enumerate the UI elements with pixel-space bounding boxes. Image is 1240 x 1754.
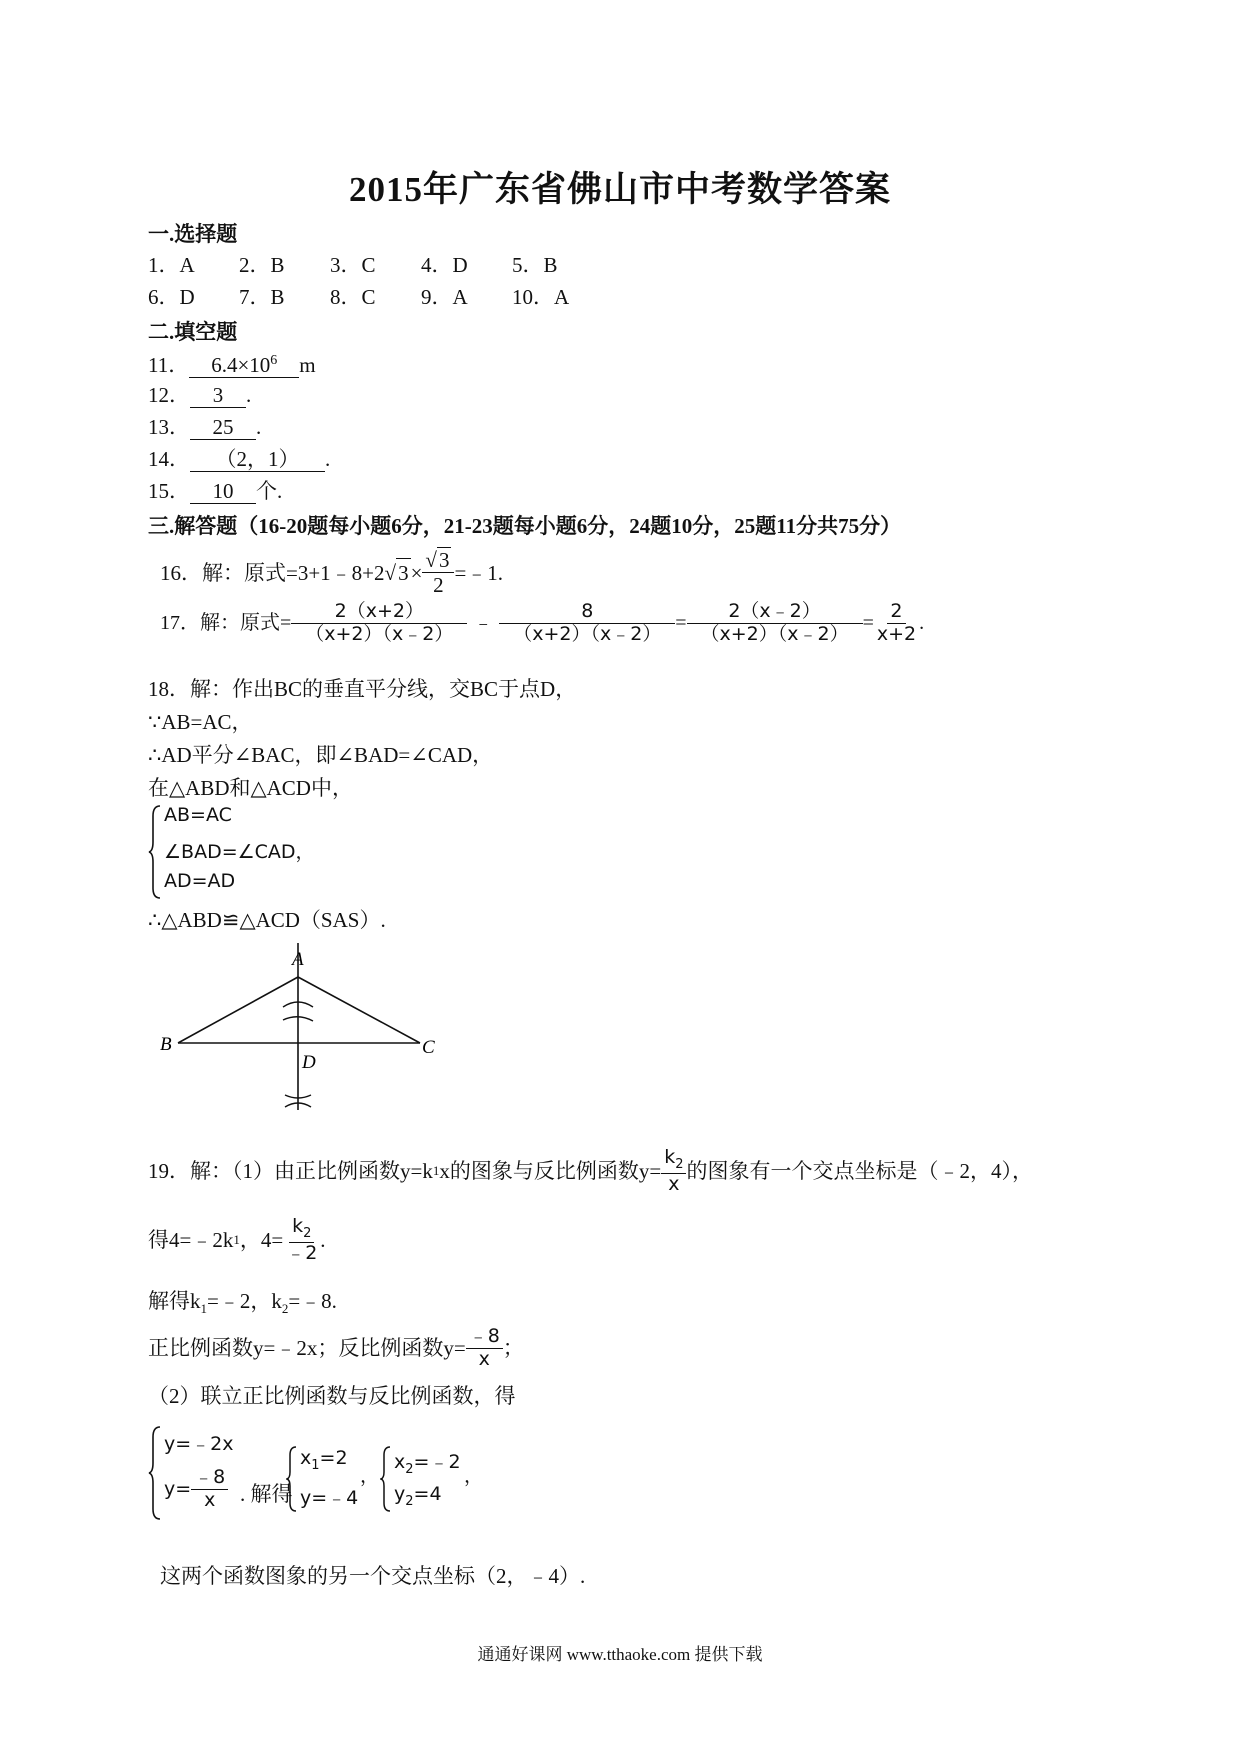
q19-comma: ， (464, 1465, 484, 1487)
q19-text: 解得k (148, 1289, 201, 1313)
q19-numerator: ﹣8 (466, 1326, 503, 1349)
q19-subscript: 1 (200, 1301, 207, 1317)
fill-answer-blank: 3 (190, 383, 246, 408)
q19-system-line-1: y=﹣2x (164, 1433, 234, 1455)
q19-text: 19．解：（1）由正比例函数y=k (148, 1159, 433, 1184)
fill-answer-exponent: 6 (270, 353, 278, 368)
q19-system-line-2 (164, 1467, 228, 1512)
q19-k: k (292, 1215, 304, 1237)
q19-subscript: 2 (405, 1461, 414, 1477)
q18-equation-system (148, 804, 368, 900)
fill-number: 14． (148, 447, 190, 471)
q17-fraction-3 (687, 601, 863, 646)
q19-text: =﹣8. (288, 1289, 337, 1313)
fill-tail: 个. (256, 479, 283, 503)
q19-text: =﹣2，k (207, 1289, 282, 1313)
section-choice-heading: 一.选择题 (148, 222, 238, 246)
q19-subscript: 2 (303, 1225, 312, 1241)
fill-answer-12 (148, 381, 251, 409)
choice-answer: 10．A (512, 285, 570, 309)
choice-answer: 1．A (148, 253, 195, 277)
q19-text: =4 (413, 1483, 442, 1505)
choice-answer: 9．A (421, 285, 468, 309)
point-label-c: C (422, 1037, 435, 1058)
q19-line-4 (148, 1326, 524, 1371)
sqrt-symbol: √ (425, 548, 437, 572)
q18-line-3: ∴AD平分∠BAC，即∠BAD=∠CAD， (148, 743, 494, 767)
fill-answer-blank: （2，1） (190, 447, 325, 472)
q17-f3-denominator: （x+2）（x﹣2） (700, 622, 849, 645)
q19-k: k (664, 1146, 676, 1168)
q16-fraction-denominator: 2 (433, 573, 444, 598)
q19-solution-1-y: y=﹣4 (300, 1487, 359, 1509)
q19-comma: ， (360, 1465, 380, 1487)
point-label-d: D (302, 1052, 316, 1073)
q19-subscript: 2 (405, 1493, 414, 1509)
question-16 (160, 548, 503, 597)
choice-answer: 5．B (512, 253, 558, 277)
fill-answer-value: 6.4×10 (211, 353, 271, 377)
choice-row-2 (148, 283, 603, 311)
q19-subscript: 1 (311, 1457, 320, 1473)
q19-fraction-k2-over-neg2 (283, 1216, 320, 1265)
q18-line-5: ∴△ABD≌△ACD（SAS）. (148, 908, 386, 932)
fill-answer-11 (148, 349, 316, 379)
section-solve-heading: 三.解答题（16-20题每小题6分，21-23题每小题6分，24题10分，25题11分共75分） (148, 514, 902, 538)
q18-system-line-2: ∠BAD=∠CAD， (164, 841, 315, 863)
fill-tail: . (246, 383, 252, 407)
q19-text: x (394, 1451, 406, 1473)
choice-row-1 (148, 251, 603, 279)
choice-answer: 4．D (421, 253, 468, 277)
fill-number: 13． (148, 415, 190, 439)
q16-fraction (422, 548, 454, 597)
q19-text: 的图象有一个交点坐标是（﹣2，4）， (686, 1159, 1033, 1184)
q17-fraction-1 (291, 601, 467, 646)
fill-number: 12． (148, 383, 190, 407)
q19-line-5: （2）联立正比例函数与反比例函数，得 (148, 1384, 516, 1408)
q19-denominator: x (204, 1488, 216, 1511)
q19-line-6: 这两个函数图象的另一个交点坐标（2，﹣4）. (160, 1564, 586, 1588)
choice-answer: 2．B (239, 253, 285, 277)
q17-f4-numerator: 2 (887, 601, 905, 624)
section-fill-heading: 二.填空题 (148, 320, 238, 344)
q17-minus: ﹣ (473, 612, 494, 635)
q17-f2-numerator: 8 (499, 601, 675, 624)
q19-line-1 (148, 1147, 1033, 1196)
fill-number: 15． (148, 479, 190, 503)
q18-system-line-3: AD=AD (164, 870, 236, 892)
q17-f4-denominator: x+2 (876, 622, 917, 645)
q19-equation-systems (148, 1425, 848, 1525)
segment-ab (178, 977, 298, 1043)
q18-line-2: ∵AB=AC， (148, 710, 253, 734)
choice-answer: 7．B (239, 285, 285, 309)
left-brace-icon (148, 1425, 162, 1521)
q17-text: 17．解：原式= (160, 612, 292, 635)
q19-numerator: ﹣8 (191, 1467, 228, 1490)
q19-denominator: ﹣2 (286, 1241, 318, 1264)
q17-fraction-4 (874, 601, 919, 646)
fill-number: 11． (148, 353, 190, 377)
q19-text: . (320, 1228, 326, 1253)
point-label-a: A (292, 949, 304, 970)
q17-f3-numerator: 2（x﹣2） (687, 601, 863, 624)
fill-tail: . (325, 447, 331, 471)
q19-text: 得4=﹣2k (148, 1228, 234, 1253)
q19-line-2 (148, 1216, 326, 1265)
fill-answer-blank (189, 349, 299, 378)
q17-end: . (919, 612, 925, 635)
q19-line-3 (148, 1287, 337, 1323)
q19-x: x (668, 1172, 680, 1195)
q19-system-fraction (191, 1467, 228, 1512)
left-brace-icon (148, 804, 162, 900)
q19-solution-1-x (300, 1447, 348, 1473)
q19-denominator: x (478, 1347, 490, 1370)
left-brace-icon (286, 1445, 298, 1513)
sqrt-symbol: √ (384, 560, 397, 585)
fill-answer-13 (148, 413, 261, 441)
q19-fraction-neg8-over-x (466, 1326, 503, 1371)
q17-equals: = (862, 612, 874, 635)
page-footer: 通通好课网 www.tthaoke.com 提供下载 (477, 1645, 763, 1664)
q18-line-4: 在△ABD和△ACD中， (148, 776, 353, 800)
q19-subscript: 1 (432, 1163, 440, 1179)
q18-line-1: 18．解：作出BC的垂直平分线，交BC于点D， (148, 677, 577, 701)
q19-text: y= (164, 1478, 192, 1501)
q19-text: =﹣2 (413, 1451, 461, 1473)
q19-text: ； (502, 1336, 524, 1361)
q19-text: x的图象与反比例函数y= (439, 1159, 662, 1184)
q19-text: =2 (319, 1447, 348, 1469)
fill-unit: m (299, 353, 316, 377)
fill-tail: . (256, 415, 262, 439)
q19-text: 正比例函数y=﹣2x；反比例函数y= (148, 1336, 466, 1361)
q16-radicand: 3 (396, 558, 411, 587)
q17-fraction-2 (499, 601, 675, 646)
q19-subscript: 2 (281, 1301, 289, 1317)
choice-answer: 6．D (148, 285, 195, 309)
fill-answer-blank: 10 (190, 479, 256, 504)
segment-ac (298, 977, 420, 1043)
q17-f2-denominator: （x+2）（x﹣2） (513, 622, 662, 645)
triangle-construction-figure (150, 935, 450, 1115)
q19-subscript: 1 (233, 1232, 240, 1248)
fill-answer-15 (148, 477, 282, 505)
q19-text: x (300, 1447, 312, 1469)
page-title: 2015年广东省佛山市中考数学答案 (348, 170, 891, 209)
question-17 (160, 601, 924, 646)
q19-subscript: 2 (675, 1156, 684, 1172)
q17-f1-numerator: 2（x+2） (291, 601, 467, 624)
q16-result: =﹣1. (454, 560, 504, 585)
q16-fraction-radicand: 3 (438, 548, 450, 572)
q19-solve-label: . 解得 (240, 1482, 293, 1506)
q19-text: y (394, 1483, 406, 1505)
q17-f1-denominator: （x+2）（x﹣2） (305, 622, 454, 645)
fill-answer-14 (148, 445, 330, 473)
q19-fraction-k2-over-x (661, 1147, 686, 1196)
choice-answer: 3．C (330, 253, 376, 277)
point-label-b: B (160, 1034, 172, 1055)
q19-solution-2-x (394, 1447, 461, 1477)
q19-text: ，4= (239, 1228, 284, 1253)
q16-times: × (410, 560, 423, 585)
choice-answer: 8．C (330, 285, 376, 309)
q17-equals: = (675, 612, 687, 635)
fill-answer-blank: 25 (190, 415, 256, 440)
left-brace-icon (380, 1445, 392, 1513)
q16-text: 16．解：原式=3+1﹣8+2 (160, 560, 385, 585)
q19-solution-2-y (394, 1483, 442, 1509)
q18-system-line-1: AB=AC (164, 804, 232, 826)
